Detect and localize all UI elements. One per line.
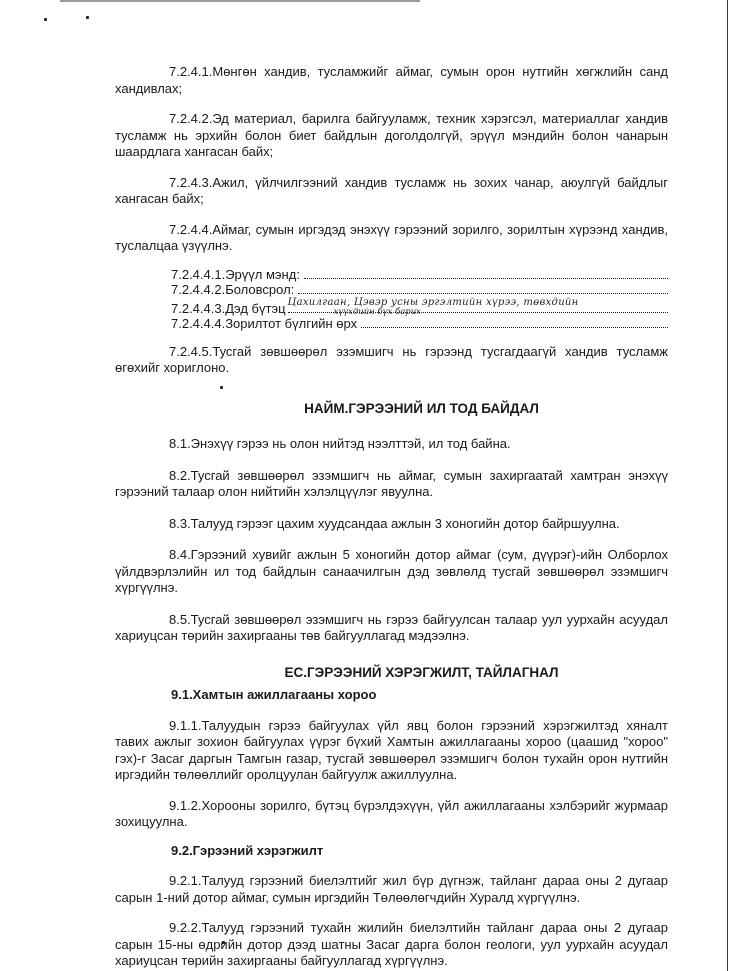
paragraph-7-2-4-1: 7.2.4.1.Мөнгөн хандив, тусламжийг аймаг, сумын орон нутгийн хөгжлийн санд хандивлах; (115, 64, 668, 96)
subsection-9-1-title: 9.1.Хамтын ажиллагааны хороо (171, 687, 377, 702)
scan-top-edge (60, 0, 420, 2)
paragraph-7-2-4-3: 7.2.4.3.Ажил, үйлчилгээний хандив тусламж нь зохих чанар, аюулгүй байдлыг хангасан байх; (115, 174, 668, 206)
handwritten-text-line2: хүүхдийн бүх барих (333, 306, 421, 317)
scan-right-edge (727, 0, 728, 971)
paragraph-9-1-1: 9.1.1.Талуудын гэрээ байгуулах үйл явц болон гэрээний хэрэгжилтэд хяналт тавих ажлыг зохион байгуулах үүрэг бүхий Хамтын ажиллагааны хороо (цаашид "хороо" гэх)-г Засаг даргын Тамгын газар, тусгай зөвшөөрөл эзэмшигч болон тухайн орон нутгийн иргэдийн төлөөллийг оролцуулан байгуулж ажиллуулна. (115, 717, 668, 782)
paragraph-9-2-1: 9.2.1.Талууд гэрээний биелэлтийг жил бүр дүгнэж, тайланг дараа оны 2 дугаар сарын 1-ний дотор аймаг, сумын иргэдийн Төлөөлөгчдийн Хуралд хүргүүлнэ. (115, 873, 668, 905)
sub-item-label: 7.2.4.4.2.Боловсрол: (171, 282, 295, 297)
paragraph-7-2-4-5: 7.2.4.5.Тусгай зөвшөөрөл эзэмшигч нь гэрээнд тусгагдаагүй хандив тусламж өгөхийг хориглоно. (115, 343, 668, 375)
section-8-heading: НАЙМ.ГЭРЭЭНИЙ ИЛ ТОД БАЙДАЛ (304, 400, 539, 416)
paragraph-8-2: 8.2.Тусгай зөвшөөрөл эзэмшигч нь аймаг, сумын захиргаатай хамтран энэхүү гэрээний талаар олон нийтийн хэлэлцүүлэг явуулна. (115, 467, 668, 499)
sub-item (171, 298, 668, 317)
scan-speck (44, 18, 47, 21)
sub-item (171, 267, 668, 283)
paragraph-9-2-2: 9.2.2.Талууд гэрээний тухайн жилийн биелэлтийн тайланг дараа оны 2 дугаар сарын 15-ны өдрийн дотор дээд шатны Засаг дарга болон геологи, уул уурхайн асуудал хариуцсан төрийн захиргааны байгууллагад хүргүүлнэ. (115, 920, 668, 968)
handwritten-text: Цахилгаан, Цэвэр усны эргэлтийн хүрээ, төвхдийн (287, 296, 579, 308)
section-9-heading: ЕС.ГЭРЭЭНИЙ ХЭРЭГЖИЛТ, ТАЙЛАГНАЛ (284, 664, 559, 680)
paragraph-8-3: 8.3.Талууд гэрээг цахим хуудсандаа ажлын 3 хоногийн дотор байршуулна. (169, 515, 620, 531)
paragraph-8-1: 8.1.Энэхүү гэрээ нь олон нийтэд нээлттэй, ил тод байна. (169, 436, 511, 451)
sub-item-label: 7.2.4.4.1.Эрүүл мэнд: (171, 266, 300, 282)
paragraph-7-2-4-2: 7.2.4.2.Эд материал, барилга байгууламж, техник хэрэгсэл, материаллаг хандив тусламж нь эрхийн болон биет байдлын доголдолгүй, эрүүл мэндийн болон чанарын шаардлага хангасан байх; (115, 111, 668, 159)
sub-item-label: 7.2.4.4.4.Зорилтот бүлгийн өрх (171, 316, 358, 331)
fill-line (304, 268, 668, 279)
sub-item-list (115, 267, 668, 332)
scan-speck (86, 16, 89, 19)
sub-item-label: 7.2.4.4.3.Дэд бүтэц (171, 300, 286, 316)
paragraph-8-5: 8.5.Тусгай зөвшөөрөл эзэмшигч нь гэрээ байгуулсан талаар уул уурхайн асуудал хариуцсан төрийн захиргааны төв байгууллагад мэдээлнэ. (115, 611, 668, 643)
handwritten-fill (287, 296, 668, 317)
paragraph-7-2-4-4: 7.2.4.4.Аймаг, сумын иргэдэд энэхүү гэрээний зорилго, зорилтын хүрээнд хандив, туслалцаа үзүүлнэ. (115, 221, 668, 253)
paragraph-8-4: 8.4.Гэрээний хувийг ажлын 5 хоногийн дотор аймаг (сум, дүүрэг)-ийн Олборлох үйлдвэрлэлийн ил тод байдлын санаачилгын дэд зөвлөлд тусгай зөвшөөрөл эзэмшигч хүргүүлнэ. (115, 547, 668, 595)
subsection-9-2-title: 9.2.Гэрээний хэрэгжилт (171, 842, 324, 858)
document-body (115, 64, 668, 970)
paragraph-9-1-2: 9.1.2.Хорооны зорилго, бүтэц бүрэлдэхүүн, үйл ажиллагааны хэлбэрийг журмаар зохицуулна. (115, 797, 668, 829)
fill-line (298, 283, 668, 294)
